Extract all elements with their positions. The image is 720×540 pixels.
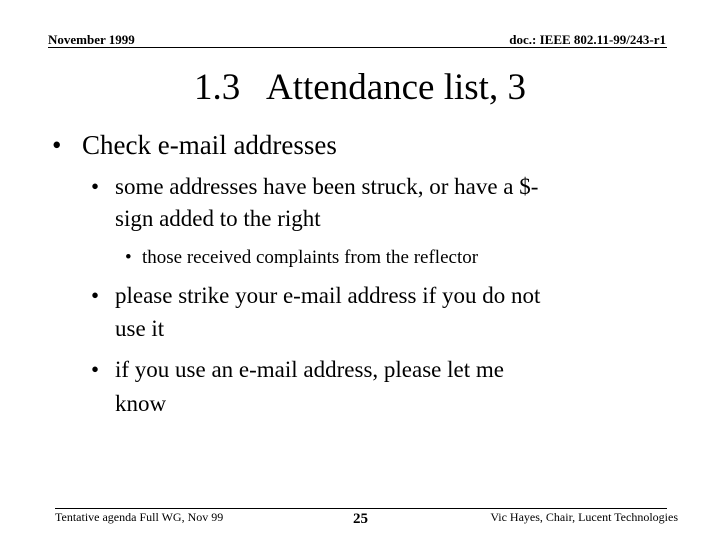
bullet-level3: • (125, 247, 132, 268)
bullet-level2: • (91, 283, 100, 308)
footer-agenda: Tentative agenda Full WG, Nov 99 (55, 510, 224, 524)
bullet-strike-address-line1: please strike your e-mail address if you do not (115, 283, 541, 308)
bullet-level1: • (52, 130, 62, 160)
bullet-let-me-know-line1: if you use an e-mail address, please let me (115, 357, 504, 382)
bullet-strike-address-line2: use it (115, 316, 165, 341)
bullet-struck-addresses-line1: some addresses have been struck, or have a $- (115, 174, 539, 199)
header-date: November 1999 (48, 32, 135, 47)
bullet-reflector-complaints: those received complaints from the reflector (142, 247, 479, 268)
page-number: 25 (353, 511, 368, 527)
bullet-level2: • (91, 174, 100, 199)
bullet-let-me-know-line2: know (115, 391, 167, 416)
header-doc-id: doc.: IEEE 802.11-99/243-r1 (509, 32, 666, 47)
bullet-level2: • (91, 357, 100, 382)
bullet-struck-addresses-line2: sign added to the right (115, 206, 321, 231)
bullet-check-email-addresses: Check e-mail addresses (82, 130, 337, 160)
slide-title: 1.3 Attendance list, 3 (194, 67, 526, 108)
footer-author: Vic Hayes, Chair, Lucent Technologies (490, 510, 678, 524)
footer-divider (55, 508, 667, 509)
